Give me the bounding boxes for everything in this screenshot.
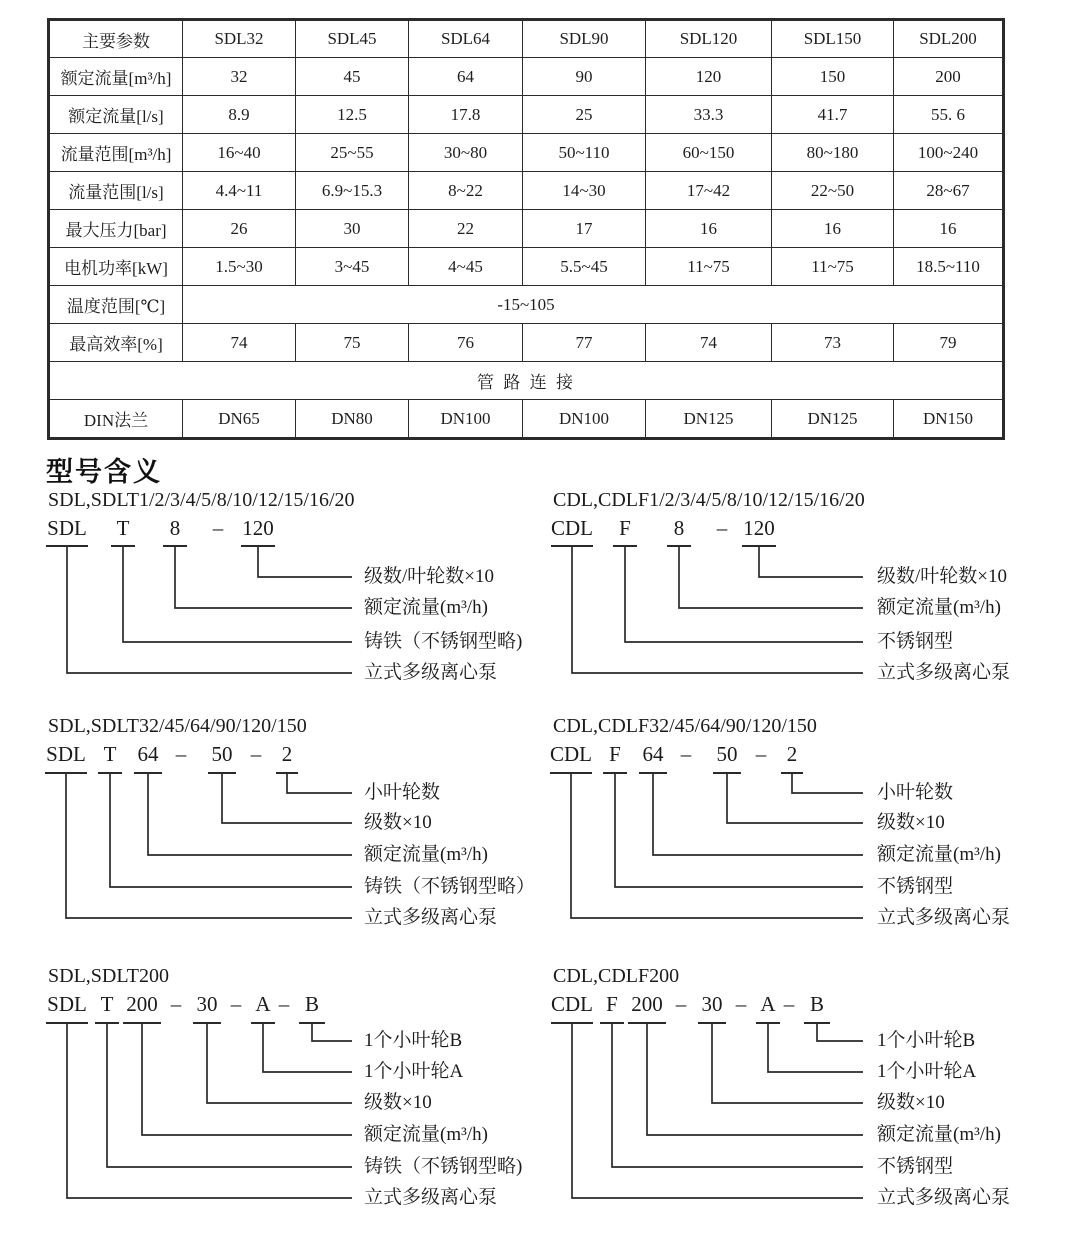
segment-underline bbox=[299, 1022, 325, 1024]
segment-underline bbox=[639, 772, 667, 774]
model-meaning-diagram-3 bbox=[46, 713, 551, 945]
segment-underline bbox=[193, 1022, 221, 1024]
segment-underline bbox=[628, 1022, 666, 1024]
model-code-segment: SDL bbox=[47, 516, 87, 540]
code-meaning-label: 小叶轮数 bbox=[364, 782, 441, 803]
param-value-cell: 1.5~30 bbox=[183, 248, 296, 286]
param-value-cell: 16 bbox=[646, 210, 772, 248]
code-meaning-label: 立式多级离心泵 bbox=[364, 1187, 498, 1208]
param-value-cell: 80~180 bbox=[772, 134, 894, 172]
model-header-cell: SDL150 bbox=[772, 20, 894, 58]
segment-underline bbox=[613, 545, 637, 547]
param-value-cell: 17.8 bbox=[409, 96, 523, 134]
param-value-cell: 73 bbox=[772, 324, 894, 362]
param-value-cell: 12.5 bbox=[296, 96, 409, 134]
code-meaning-label: 1个小叶轮B bbox=[877, 1030, 976, 1051]
diagram-series-title: SDL,SDLT200 bbox=[48, 965, 169, 987]
model-code-segment: 30 bbox=[701, 992, 723, 1016]
param-value-cell: DN65 bbox=[183, 400, 296, 439]
param-label-cell: 流量范围[m³/h] bbox=[49, 134, 183, 172]
param-label-cell: 额定流量[l/s] bbox=[49, 96, 183, 134]
model-code-segment: T bbox=[100, 992, 114, 1016]
model-code-segment: A bbox=[255, 992, 271, 1016]
segment-underline bbox=[667, 545, 691, 547]
param-label-cell: DIN法兰 bbox=[49, 400, 183, 439]
merged-value-cell: -15~105 bbox=[183, 286, 1004, 324]
code-meaning-label: 1个小叶轮A bbox=[877, 1061, 977, 1082]
model-code-segment: 8 bbox=[169, 516, 181, 540]
model-code-segment: 2 bbox=[786, 742, 798, 766]
param-value-cell: DN100 bbox=[523, 400, 646, 439]
param-value-cell: 28~67 bbox=[894, 172, 1004, 210]
pump-spec-table bbox=[47, 18, 1005, 440]
code-meaning-label: 立式多级离心泵 bbox=[364, 662, 498, 683]
diagram-series-title: CDL,CDLF1/2/3/4/5/8/10/12/15/16/20 bbox=[553, 489, 865, 511]
code-meaning-label: 立式多级离心泵 bbox=[877, 907, 1011, 928]
model-code-segment: 120 bbox=[242, 516, 274, 540]
diagram-series-title: CDL,CDLF32/45/64/90/120/150 bbox=[553, 715, 817, 737]
code-separator-dash: – bbox=[170, 992, 182, 1016]
model-code-segment: 120 bbox=[743, 516, 775, 540]
segment-underline bbox=[276, 772, 298, 774]
code-meaning-label: 铸铁（不锈钢型略) bbox=[364, 1156, 523, 1177]
param-value-cell: DN80 bbox=[296, 400, 409, 439]
table-row bbox=[49, 134, 1004, 172]
param-value-cell: 11~75 bbox=[772, 248, 894, 286]
segment-underline bbox=[713, 772, 741, 774]
code-separator-dash: – bbox=[716, 516, 728, 540]
param-value-cell: 16 bbox=[772, 210, 894, 248]
model-code-segment: 200 bbox=[631, 992, 663, 1016]
param-value-cell: 4.4~11 bbox=[183, 172, 296, 210]
model-code-segment: B bbox=[809, 992, 824, 1016]
segment-underline bbox=[95, 1022, 119, 1024]
model-meaning-diagram-4 bbox=[551, 713, 1056, 945]
param-value-cell: 14~30 bbox=[523, 172, 646, 210]
code-meaning-label: 级数×10 bbox=[877, 812, 945, 833]
segment-underline bbox=[241, 545, 275, 547]
segment-underline bbox=[804, 1022, 830, 1024]
diagram-series-title: SDL,SDLT1/2/3/4/5/8/10/12/15/16/20 bbox=[48, 489, 355, 511]
param-value-cell: DN150 bbox=[894, 400, 1004, 439]
code-meaning-label: 不锈钢型 bbox=[877, 1156, 954, 1177]
model-code-segment: CDL bbox=[550, 742, 592, 766]
code-separator-dash: – bbox=[278, 992, 290, 1016]
section-title: 型号含义 bbox=[46, 457, 162, 487]
segment-underline bbox=[551, 545, 593, 547]
diagram-series-title: SDL,SDLT32/45/64/90/120/150 bbox=[48, 715, 307, 737]
segment-underline bbox=[45, 772, 87, 774]
model-code-segment: 50 bbox=[211, 742, 233, 766]
param-value-cell: 60~150 bbox=[646, 134, 772, 172]
table-row bbox=[49, 210, 1004, 248]
code-meaning-label: 额定流量(m³/h) bbox=[364, 1124, 488, 1145]
code-meaning-label: 级数×10 bbox=[877, 1092, 945, 1113]
model-code-segment: F bbox=[606, 992, 618, 1016]
model-meaning-diagram-1 bbox=[46, 487, 551, 699]
model-header-cell: SDL45 bbox=[296, 20, 409, 58]
code-meaning-label: 不锈钢型 bbox=[877, 876, 954, 897]
segment-underline bbox=[550, 772, 592, 774]
param-label-cell: 最大压力[bar] bbox=[49, 210, 183, 248]
param-value-cell: 150 bbox=[772, 58, 894, 96]
param-value-cell: 74 bbox=[183, 324, 296, 362]
model-meaning-diagram-6 bbox=[551, 963, 1056, 1221]
table-row bbox=[49, 362, 1004, 400]
model-code-segment: 200 bbox=[126, 992, 158, 1016]
param-value-cell: 45 bbox=[296, 58, 409, 96]
param-label-cell: 流量范围[l/s] bbox=[49, 172, 183, 210]
model-code-segment: 30 bbox=[196, 992, 218, 1016]
param-value-cell: 30 bbox=[296, 210, 409, 248]
model-code-segment: 8 bbox=[673, 516, 685, 540]
param-value-cell: 200 bbox=[894, 58, 1004, 96]
segment-underline bbox=[134, 772, 162, 774]
model-meaning-diagram-5 bbox=[46, 963, 551, 1221]
param-value-cell: 33.3 bbox=[646, 96, 772, 134]
param-value-cell: 16~40 bbox=[183, 134, 296, 172]
param-value-cell: 100~240 bbox=[894, 134, 1004, 172]
param-header-cell: 主要参数 bbox=[49, 20, 183, 58]
param-value-cell: 55. 6 bbox=[894, 96, 1004, 134]
model-code-segment: F bbox=[609, 742, 621, 766]
model-header-cell: SDL200 bbox=[894, 20, 1004, 58]
model-code-segment: B bbox=[304, 992, 319, 1016]
segment-underline bbox=[251, 1022, 275, 1024]
code-separator-dash: – bbox=[680, 742, 692, 766]
segment-underline bbox=[208, 772, 236, 774]
param-value-cell: 50~110 bbox=[523, 134, 646, 172]
param-value-cell: 41.7 bbox=[772, 96, 894, 134]
param-value-cell: 3~45 bbox=[296, 248, 409, 286]
code-meaning-label: 铸铁（不锈钢型略) bbox=[364, 631, 523, 652]
segment-underline bbox=[98, 772, 122, 774]
param-value-cell: 8~22 bbox=[409, 172, 523, 210]
param-value-cell: 79 bbox=[894, 324, 1004, 362]
code-meaning-label: 额定流量(m³/h) bbox=[877, 1124, 1001, 1145]
model-code-segment: 64 bbox=[137, 742, 159, 766]
param-value-cell: 25~55 bbox=[296, 134, 409, 172]
code-separator-dash: – bbox=[755, 742, 767, 766]
param-value-cell: 64 bbox=[409, 58, 523, 96]
model-code-segment: A bbox=[760, 992, 776, 1016]
table-row bbox=[49, 324, 1004, 362]
segment-underline bbox=[111, 545, 135, 547]
segment-underline bbox=[698, 1022, 726, 1024]
model-meaning-diagram-2 bbox=[551, 487, 1056, 699]
segment-underline bbox=[600, 1022, 624, 1024]
model-header-cell: SDL90 bbox=[523, 20, 646, 58]
model-header-cell: SDL64 bbox=[409, 20, 523, 58]
model-code-segment: 2 bbox=[281, 742, 293, 766]
table-row bbox=[49, 58, 1004, 96]
param-value-cell: 77 bbox=[523, 324, 646, 362]
table-header-row bbox=[49, 20, 1004, 58]
code-meaning-label: 铸铁（不锈钢型略） bbox=[364, 876, 536, 897]
param-value-cell: 18.5~110 bbox=[894, 248, 1004, 286]
param-value-cell: 76 bbox=[409, 324, 523, 362]
code-meaning-label: 额定流量(m³/h) bbox=[877, 597, 1001, 618]
param-value-cell: 74 bbox=[646, 324, 772, 362]
param-value-cell: 32 bbox=[183, 58, 296, 96]
param-value-cell: 6.9~15.3 bbox=[296, 172, 409, 210]
code-meaning-label: 额定流量(m³/h) bbox=[877, 844, 1001, 865]
code-meaning-label: 小叶轮数 bbox=[877, 782, 954, 803]
code-separator-dash: – bbox=[175, 742, 187, 766]
segment-underline bbox=[781, 772, 803, 774]
param-label-cell: 温度范围[℃] bbox=[49, 286, 183, 324]
param-label-cell: 额定流量[m³/h] bbox=[49, 58, 183, 96]
code-meaning-label: 立式多级离心泵 bbox=[877, 662, 1011, 683]
param-value-cell: 4~45 bbox=[409, 248, 523, 286]
code-separator-dash: – bbox=[212, 516, 224, 540]
code-meaning-label: 立式多级离心泵 bbox=[364, 907, 498, 928]
model-code-segment: CDL bbox=[551, 516, 593, 540]
param-value-cell: 22~50 bbox=[772, 172, 894, 210]
code-meaning-label: 级数×10 bbox=[364, 1092, 432, 1113]
param-value-cell: 8.9 bbox=[183, 96, 296, 134]
param-value-cell: 11~75 bbox=[646, 248, 772, 286]
segment-underline bbox=[551, 1022, 593, 1024]
param-value-cell: 75 bbox=[296, 324, 409, 362]
code-meaning-label: 级数/叶轮数×10 bbox=[364, 566, 494, 587]
param-value-cell: DN125 bbox=[646, 400, 772, 439]
model-header-cell: SDL120 bbox=[646, 20, 772, 58]
model-code-segment: SDL bbox=[47, 992, 87, 1016]
segment-underline bbox=[603, 772, 627, 774]
table-row bbox=[49, 96, 1004, 134]
code-meaning-label: 1个小叶轮B bbox=[364, 1030, 463, 1051]
segment-underline bbox=[46, 1022, 88, 1024]
table-row bbox=[49, 400, 1004, 439]
param-value-cell: 5.5~45 bbox=[523, 248, 646, 286]
param-value-cell: DN125 bbox=[772, 400, 894, 439]
code-separator-dash: – bbox=[783, 992, 795, 1016]
param-value-cell: 22 bbox=[409, 210, 523, 248]
pipe-connection-span-cell: 管路连接 bbox=[49, 362, 1004, 400]
segment-underline bbox=[163, 545, 187, 547]
model-code-segment: T bbox=[103, 742, 117, 766]
code-separator-dash: – bbox=[675, 992, 687, 1016]
model-header-cell: SDL32 bbox=[183, 20, 296, 58]
param-value-cell: 26 bbox=[183, 210, 296, 248]
segment-underline bbox=[742, 545, 776, 547]
segment-underline bbox=[46, 545, 88, 547]
model-code-segment: T bbox=[116, 516, 130, 540]
model-code-segment: F bbox=[619, 516, 631, 540]
model-code-segment: SDL bbox=[46, 742, 86, 766]
segment-underline bbox=[123, 1022, 161, 1024]
code-separator-dash: – bbox=[250, 742, 262, 766]
code-meaning-label: 级数/叶轮数×10 bbox=[877, 566, 1007, 587]
table-row bbox=[49, 248, 1004, 286]
model-code-segment: 64 bbox=[642, 742, 664, 766]
param-value-cell: 17~42 bbox=[646, 172, 772, 210]
param-value-cell: 30~80 bbox=[409, 134, 523, 172]
code-separator-dash: – bbox=[735, 992, 747, 1016]
code-meaning-label: 立式多级离心泵 bbox=[877, 1187, 1011, 1208]
param-value-cell: DN100 bbox=[409, 400, 523, 439]
param-value-cell: 25 bbox=[523, 96, 646, 134]
segment-underline bbox=[756, 1022, 780, 1024]
diagram-series-title: CDL,CDLF200 bbox=[553, 965, 680, 987]
code-meaning-label: 级数×10 bbox=[364, 812, 432, 833]
code-separator-dash: – bbox=[230, 992, 242, 1016]
param-value-cell: 90 bbox=[523, 58, 646, 96]
code-meaning-label: 额定流量(m³/h) bbox=[364, 597, 488, 618]
code-meaning-label: 额定流量(m³/h) bbox=[364, 844, 488, 865]
param-label-cell: 最高效率[%] bbox=[49, 324, 183, 362]
param-label-cell: 电机功率[kW] bbox=[49, 248, 183, 286]
param-value-cell: 16 bbox=[894, 210, 1004, 248]
model-code-segment: CDL bbox=[551, 992, 593, 1016]
param-value-cell: 17 bbox=[523, 210, 646, 248]
code-meaning-label: 1个小叶轮A bbox=[364, 1061, 464, 1082]
param-value-cell: 120 bbox=[646, 58, 772, 96]
table-row bbox=[49, 286, 1004, 324]
code-meaning-label: 不锈钢型 bbox=[877, 631, 954, 652]
model-code-segment: 50 bbox=[716, 742, 738, 766]
table-row bbox=[49, 172, 1004, 210]
